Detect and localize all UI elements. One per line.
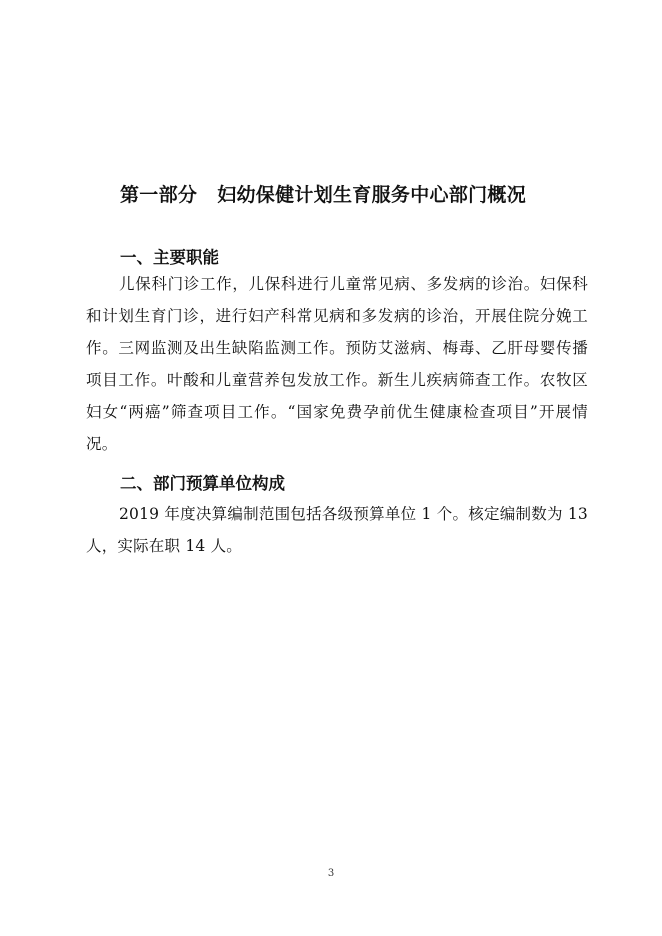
section-heading-main-functions: 一、主要职能 [120,248,219,267]
section-heading-budget-units: 二、部门预算单位构成 [120,474,285,493]
page-number: 3 [327,868,335,879]
title-part-label: 第一部分 [120,184,198,206]
title-text: 妇幼保健计划生育服务中心部门概况 [217,184,527,206]
section-body-main-functions: 儿保科门诊工作，儿保科进行儿童常见病、多发病的诊治。妇保科和计划生育门诊，进行妇产科常见病和多发病的诊治，开展住院分娩工作。三网监测及出生缺陷监测工作。预防艾滋病、梅毒、乙肝母婴传播项目工作。叶酸和儿童营养包发放工作。新生儿疾病筛查工作。农牧区妇女“两癌”筛查项目工作。“国家免费孕前优生健康检查项目”开展情况。 [86,275,588,453]
page-title [120,180,580,207]
section-body-budget-units: 2019 年度决算编制范围包括各级预算单位 1 个。核定编制数为 13 人，实际在职 14 人。 [86,505,588,555]
